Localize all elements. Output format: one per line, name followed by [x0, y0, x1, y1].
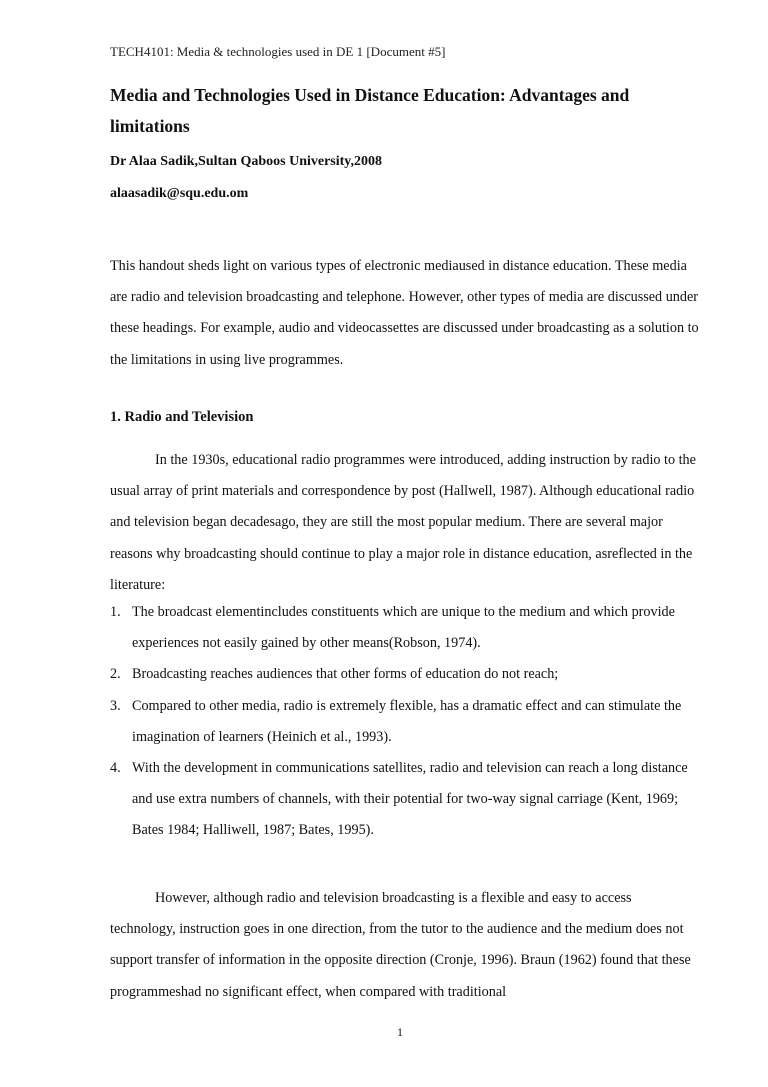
- list-item: [110, 753, 700, 847]
- section-heading: 1. Radio and Television: [110, 409, 254, 425]
- page-number: 1: [397, 1025, 403, 1039]
- reasons-list: [110, 597, 700, 847]
- list-item: [110, 691, 700, 753]
- list-item-text: The broadcast elementincludes constituents which are unique to the medium and which provide experiences not easily gained by other means(Robson, 1974).: [132, 604, 675, 652]
- body-paragraph: However, although radio and television broadcasting is a flexible and easy to access technology, instruction goes in one direction, from the tutor to the audience and the medium does not support transfer of information in the opposite direction (Cronje, 1996). Braun (1962) found that these programmeshad no significant effect, when compared with traditional: [110, 890, 691, 1000]
- list-item: [110, 659, 700, 690]
- document-title: Media and Technologies Used in Distance Education: Advantages and limitations: [110, 85, 630, 136]
- intro-paragraph: This handout sheds light on various types of electronic mediaused in distance education. These media are radio and television broadcasting and telephone. However, other types of media are discussed under these headings. For example, audio and videocassettes are discussed under broadcasting as a solution to the limitations in using live programmes.: [110, 258, 699, 368]
- running-header: TECH4101: Media & technologies used in DE 1 [Document #5]: [110, 44, 446, 59]
- list-item: [110, 597, 700, 659]
- author-email: alaasadik@squ.edu.om: [110, 186, 249, 201]
- list-item-number: 3.: [110, 697, 121, 714]
- list-item-number: 2.: [110, 666, 121, 683]
- list-item-text: Compared to other media, radio is extremely flexible, has a dramatic effect and can stimulate the imagination of learners (Heinich et al., 1993).: [132, 697, 682, 745]
- list-item-number: 4.: [110, 760, 121, 777]
- list-item-text: Broadcasting reaches audiences that other forms of education do not reach;: [132, 666, 559, 683]
- list-item-number: 1.: [110, 604, 121, 620]
- list-item-text: With the development in communications satellites, radio and television can reach a long distance and use extra numbers of channels, with their potential for two-way signal carriage (Kent, 1969; Bates 1984; Halliwell, 1987; Bates, 1995).: [132, 760, 688, 839]
- author-line: Dr Alaa Sadik,Sultan Qaboos University,2008: [110, 154, 383, 169]
- body-paragraph: In the 1930s, educational radio programmes were introduced, adding instruction by radio to the usual array of print materials and correspondence by post (Hallwell, 1987). Although educational radio and television began decadesago, they are still the most popular medium. There are several major reasons why broadcasting should continue to play a major role in distance education, asreflected in the literature:: [110, 452, 696, 593]
